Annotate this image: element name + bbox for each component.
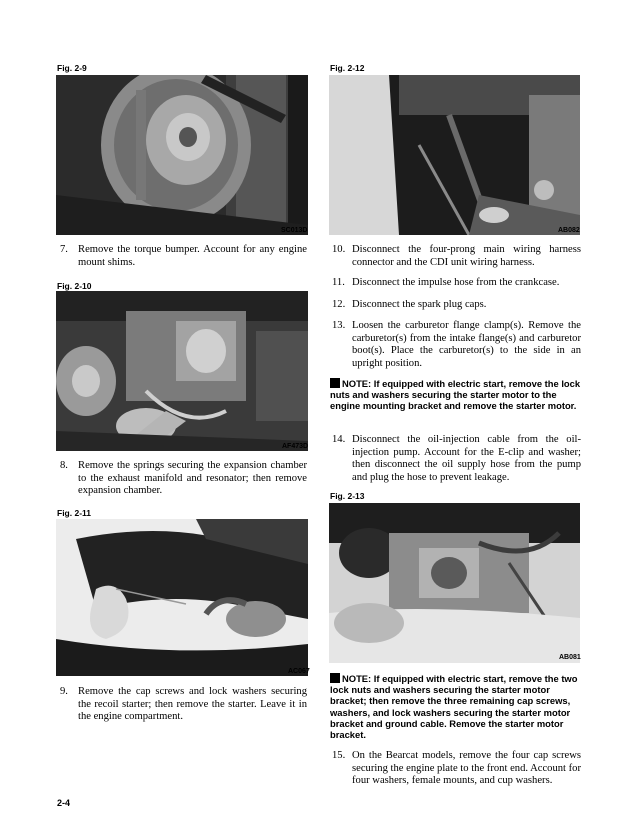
step-10-text: Disconnect the four-prong main wiring harness connector and the CDI unit wiring harness.: [352, 244, 581, 268]
step-7: [60, 244, 307, 269]
step-10-number: 10.: [332, 244, 346, 255]
step-8-number: 8.: [60, 460, 68, 471]
step-15: [332, 750, 581, 788]
fig-2-12-label: Fig. 2-12: [330, 63, 365, 73]
fig-2-9-label: Fig. 2-9: [57, 63, 87, 73]
step-14: [332, 434, 581, 484]
fig-2-11-label: Fig. 2-11: [57, 508, 92, 518]
fig-2-10-label: Fig. 2-10: [57, 281, 92, 291]
step-10: [332, 244, 581, 269]
note-2-text: NOTE: If equipped with electric start, remove the two lock nuts and washers securing the starter motor bracket; then remove the three remaining cap screws, washers, and lock washers securing the starter motor bracket and ground cable. Remove the starter motor bracket.: [330, 673, 578, 741]
step-7-number: 7.: [60, 244, 68, 255]
step-9-text: Remove the cap screws and lock washers securing the recoil starter; then remove the starter. Leave it in the engine compartment.: [78, 686, 307, 723]
step-12-number: 12.: [332, 299, 346, 310]
step-11: [332, 277, 581, 290]
step-7-text: Remove the torque bumper. Account for any engine mount shims.: [78, 244, 307, 268]
step-14-number: 14.: [332, 434, 346, 445]
fig-2-13-code: AB081: [559, 654, 581, 661]
fig-2-10-photo: [56, 291, 308, 451]
step-12-text: Disconnect the spark plug caps.: [352, 299, 487, 310]
note-square-icon: [330, 673, 340, 683]
step-11-text: Disconnect the impulse hose from the crankcase.: [352, 277, 560, 288]
fig-2-9-code: SC013D: [281, 227, 308, 234]
fig-2-12-code: AB082: [558, 227, 580, 234]
step-9: [60, 686, 307, 724]
step-13: [332, 320, 581, 370]
step-14-text: Disconnect the oil-injection cable from the oil-injection pump. Account for the E-clip and washer; then disconnect the oil supply hose from the pump and plug the hose to prevent leakage.: [352, 434, 581, 483]
fig-2-12-photo: [329, 75, 580, 235]
note-electric-start-1: [330, 378, 582, 412]
step-11-number: 11.: [332, 277, 345, 288]
fig-2-11-code: AC067: [288, 668, 310, 675]
fig-2-11-photo: [56, 519, 308, 676]
note-1-text: NOTE: If equipped with electric start, remove the lock nuts and washers securing the starter motor to the engine mounting bracket and remove the starter motor.: [330, 378, 581, 412]
note-electric-start-2: [330, 673, 582, 740]
fig-2-13-photo: [329, 503, 580, 663]
step-15-text: On the Bearcat models, remove the four cap screws securing the engine plate to the front end. Account for four washers, female mounts, and cup washers.: [352, 750, 581, 787]
page-number: 2-4: [57, 798, 71, 808]
step-9-number: 9.: [60, 686, 68, 697]
fig-2-13-label: Fig. 2-13: [330, 491, 365, 501]
step-8: [60, 460, 307, 498]
step-13-text: Loosen the carburetor flange clamp(s). Remove the carburetor(s) from the intake flange(s) and carburetor boot(s). Place the carburetor(s) to the side in an upright position.: [352, 320, 581, 369]
step-8-text: Remove the springs securing the expansion chamber to the exhaust manifold and resonator; then remove expansion chamber.: [78, 460, 307, 497]
step-12: [332, 299, 581, 312]
fig-2-10-code: AF473D: [282, 443, 309, 450]
step-15-number: 15.: [332, 750, 346, 761]
fig-2-9-photo: [56, 75, 308, 235]
step-13-number: 13.: [332, 320, 346, 331]
note-square-icon: [330, 378, 340, 388]
